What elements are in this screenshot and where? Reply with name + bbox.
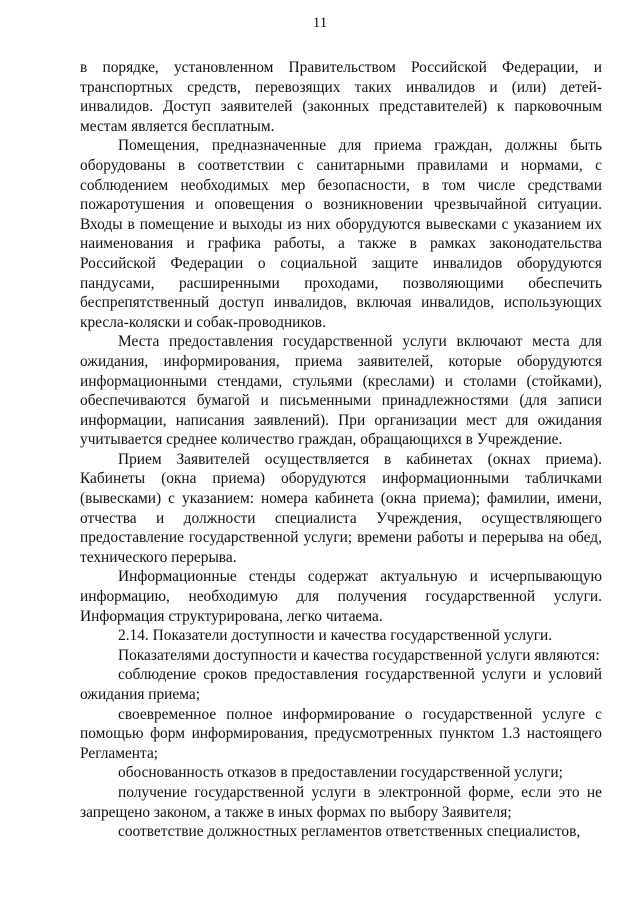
paragraph-premises-requirements: Помещения, предназначенные для приема граждан, должны быть оборудованы в соответствии с санитарными правилами и нормами, с соблюдением необходимых мер безопасности, в том числе средствами пожаротушения и оповещения о возникновении чрезвычайной ситуации. Входы в помещение и выходы из них оборудуются вывесками с указанием их наименования и графика работы, а также в рамках законодательства Российской Федерации о социальной защите инвалидов оборудуются пандусами, расширенными проходами, позволяющими обеспечить беспрепятственный доступ инвалидов, включая инвалидов, использующих кресла-коляски и собак-проводников. — [80, 137, 602, 331]
page-number: 11 — [312, 15, 328, 31]
paragraph-service-locations: Места предоставления государственной услуги включают места для ожидания, информирования, приема заявителей, которые оборудуются информационными стендами, стульями (креслами) и столами (стойками), обеспечиваются бумагой и письменными принадлежностями (для записи информации, написания заявлений). При организации мест для ожидания учитывается среднее количество граждан, обращающихся в Учреждение. — [80, 333, 602, 449]
paragraph-information-stands: Информационные стенды содержат актуальную и исчерпывающую информацию, необходимую для получения государственной услуги. Информация структурирована, легко читаема. — [80, 568, 602, 625]
paragraph-indicators-intro: Показателями доступности и качества государственной услуги являются: — [118, 646, 600, 664]
list-item-job-regulations: соответствие должностных регламентов ответственных специалистов, — [118, 823, 581, 841]
list-item-electronic-form: получение государственной услуги в электронной форме, если это не запрещено законом, а также в иных формах по выбору Заявителя; — [80, 783, 602, 821]
paragraph-parking-access: в порядке, установленном Правительством Российской Федерации, и транспортных средств, перевозящих таких инвалидов и (или) детей-инвалидов. Доступ заявителей (законных представителей) к парковочным местам является бесплатным. — [80, 59, 602, 135]
list-item-informing: своевременное полное информирование о государственной услуге с помощью форм информирования, предусмотренных пунктом 1.3 настоящего Регламента; — [80, 705, 602, 762]
list-item-deadlines: соблюдение сроков предоставления государственной услуги и условий ожидания приема; — [80, 666, 602, 703]
document-body — [80, 58, 602, 842]
paragraph-reception-offices: Прием Заявителей осуществляется в кабинетах (окнах приема). Кабинеты (окна приема) оборудуются информационными табличками (вывесками) с указанием: номера кабинета (окна приема); фамилии, имени, отчества и должности специалиста Учреждения, осуществляющего предоставление государственной услуги; времени работы и перерыва на обед, технического перерыва. — [80, 450, 602, 566]
list-item-refusals: обоснованность отказов в предоставлении государственной услуги; — [118, 764, 563, 782]
section-heading-2-14: 2.14. Показатели доступности и качества государственной услуги. — [118, 627, 553, 645]
